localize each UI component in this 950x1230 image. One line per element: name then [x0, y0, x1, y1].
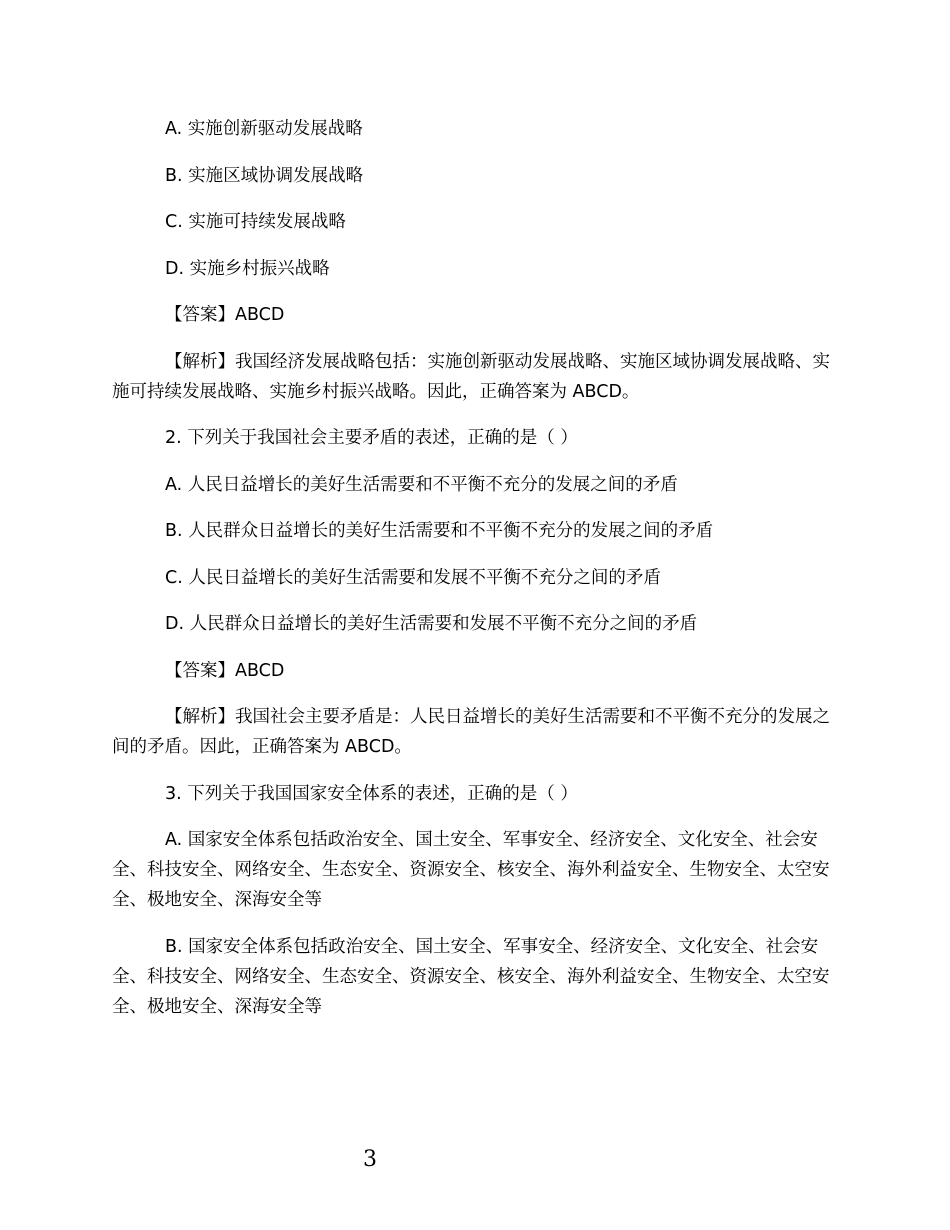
q2-option-b: B. 人民群众日益增长的美好生活需要和不平衡不充分的发展之间的矛盾: [165, 521, 714, 541]
q1-answer: 【答案】ABCD: [165, 305, 285, 325]
q2-option-c: C. 人民日益增长的美好生活需要和发展不平衡不充分之间的矛盾: [165, 567, 661, 588]
page-number: 3: [363, 1147, 377, 1172]
q3-option-b: B. 国家安全体系包括政治安全、国土安全、军事安全、经济安全、文化安全、社会安全、科技安全、网络安全、生态安全、资源安全、核安全、海外利益安全、生物安全、太空安全、极地安全、深海安全等: [112, 936, 830, 1017]
q1-option-c: C. 实施可持续发展战略: [165, 212, 346, 232]
q1-explanation: 【解析】我国经济发展战略包括：实施创新驱动发展战略、实施区域协调发展战略、实施可持续发展战略、实施乡村振兴战略。因此，正确答案为 ABCD。: [112, 351, 830, 402]
q2-question: 2. 下列关于我国社会主要矛盾的表述，正确的是（ ）: [165, 428, 578, 448]
document-body: [112, 114, 840, 1038]
q3-question: 3. 下列关于我国国家安全体系的表述，正确的是（ ）: [165, 783, 578, 804]
q3-option-a: A. 国家安全体系包括政治安全、国土安全、军事安全、经济安全、文化安全、社会安全、科技安全、网络安全、生态安全、资源安全、核安全、海外利益安全、生物安全、太空安全、极地安全、深海安全等: [112, 830, 830, 910]
q2-option-d: D. 人民群众日益增长的美好生活需要和发展不平衡不充分之间的矛盾: [165, 614, 698, 634]
q2-explanation: 【解析】我国社会主要矛盾是：人民日益增长的美好生活需要和不平衡不充分的发展之间的矛盾。因此，正确答案为 ABCD。: [112, 707, 830, 757]
q2-option-a: A. 人民日益增长的美好生活需要和不平衡不充分的发展之间的矛盾: [165, 474, 678, 495]
q2-answer: 【答案】ABCD: [165, 660, 285, 681]
q1-option-d: D. 实施乡村振兴战略: [165, 258, 330, 279]
q1-option-a: A. 实施创新驱动发展战略: [165, 119, 363, 139]
q1-option-b: B. 实施区域协调发展战略: [165, 165, 364, 186]
